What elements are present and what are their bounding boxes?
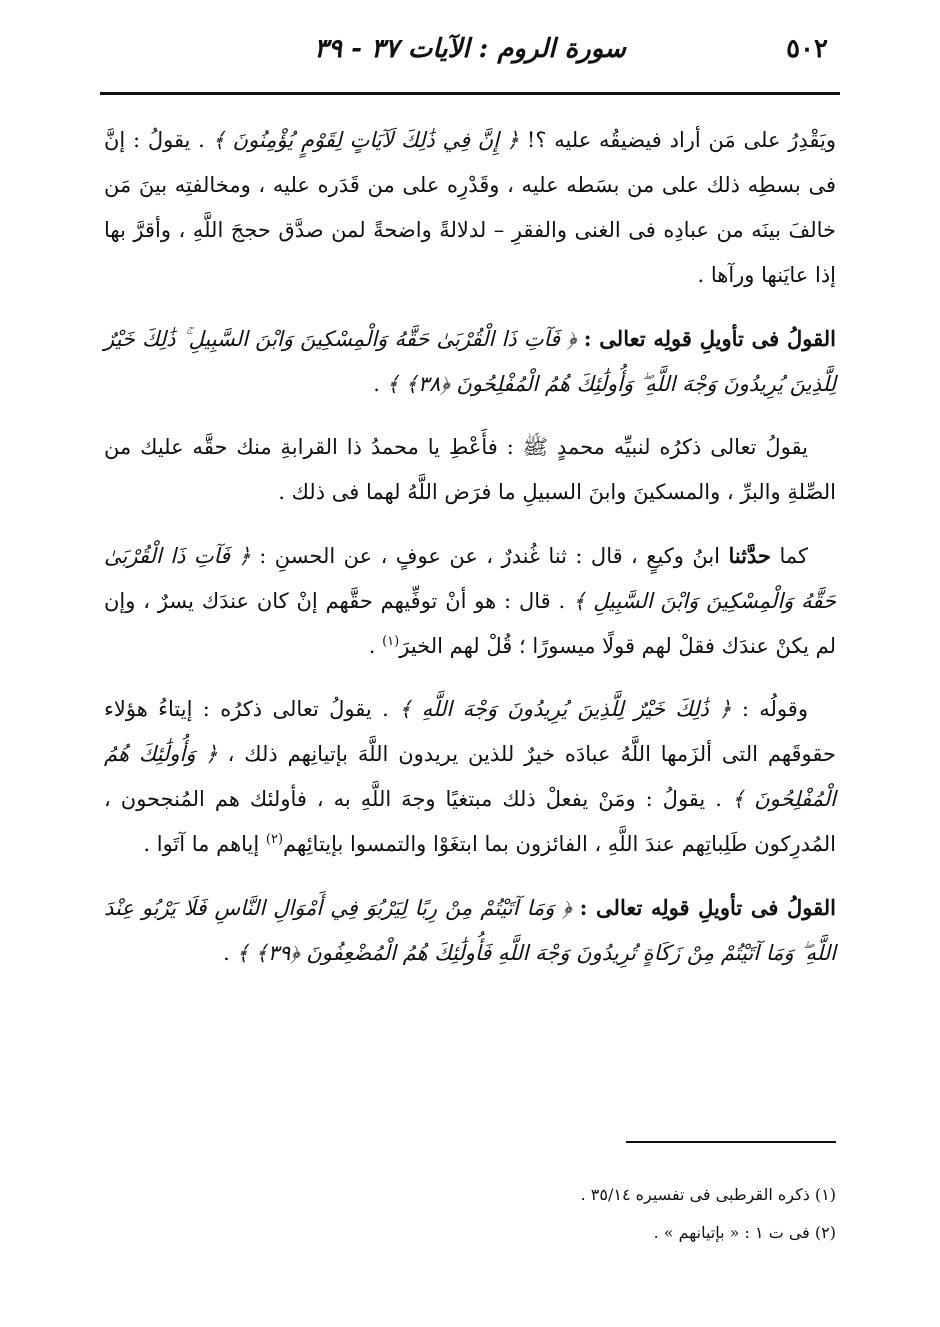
footnote-rule: [626, 1141, 836, 1143]
section-heading: القولُ فى تأويلِ قولِه تعالى :: [583, 326, 836, 351]
header-rule: [100, 92, 840, 95]
quran-verse-38: ﴿ فَآتِ ذَا الْقُرْبَىٰ حَقَّهُ وَالْمِسْكِينَ وَابْنَ السَّبِيلِ ۚ ذَٰلِكَ خَيْرٌ لِلَّذِينَ يُرِيدُونَ وَجْهَ اللَّهِ ۖ وَأُولَٰئِكَ هُمُ الْمُفْلِحُونَ ﴿٣٨﴾ ﴾: [104, 327, 836, 396]
footnote-1: (١) ذكره القرطبى فى تفسيره ٣٥/١٤ .: [580, 1185, 836, 1204]
text: . يقولُ تعالى ذكرُه : إيتاءُ هؤلاء حقوقَهم التى ألزَمها اللَّهُ عبادَه خيرٌ للذين يريدون اللَّهَ بإتيانِهم ذلك ،: [104, 697, 836, 766]
section-heading: القولُ فى تأويلِ قولِه تعالى :: [579, 895, 836, 920]
text: . يقولُ : إنَّ فى بسطِه ذلك على من بسَطه عليه ، وقَدْرِه على من قَدَره عليه ، ومخالفتِه بينَ مَن خالفَ بينَه من عبادِه فى الغنى والفقرِ – لدلالةً واضحةً لمن صدَّق حججَ اللَّهِ ، وأقرَّ بها إذا عايَنها ورآها .: [104, 128, 836, 287]
quran-quote: ﴿ إِنَّ فِي ذَٰلِكَ لَآيَاتٍ لِقَوْمٍ يُؤْمِنُونَ ﴾: [212, 128, 520, 152]
text: .: [223, 941, 237, 965]
page-number: ٥٠٢: [786, 34, 828, 64]
text: ويَقْدِرُ على مَن أراد فيضيقُه عليه ؟!: [519, 128, 836, 152]
text: وقولُه :: [731, 697, 808, 721]
running-title: سورة الروم : الآيات ٣٧ - ٣٩: [314, 34, 626, 64]
paragraph-6: [104, 885, 836, 976]
quran-quote: ﴿ وَأُولَٰئِكَ هُمُ الْمُفْلِحُونَ ﴾: [104, 742, 836, 811]
footnote-ref-2[interactable]: (٢): [265, 832, 284, 847]
isnad-marker: حدَّثنا: [728, 543, 772, 568]
main-text: [104, 118, 836, 976]
text: .: [368, 634, 383, 658]
quran-quote: ﴿ فَآتِ ذَا الْقُرْبَىٰ حَقَّهُ وَالْمِسْكِينَ وَابْنَ السَّبِيلِ ﴾: [104, 544, 836, 613]
paragraph-5: [104, 687, 836, 867]
text: . قال : هو أنْ توفِّيهم حقَّهم إنْ كان عندَك يسرٌ ، وإن لم يكنْ عندَك فقلْ لهم قولًا ميسورًا ؛ قُلْ لهم الخيرَ: [104, 589, 836, 658]
quran-verse-39: ﴿ وَمَا آتَيْتُمْ مِنْ رِبًا لِيَرْبُوَ فِي أَمْوَالِ النَّاسِ فَلَا يَرْبُو عِنْدَ اللَّهِ ۖ وَمَا آتَيْتُمْ مِنْ زَكَاةٍ تُرِيدُونَ وَجْهَ اللَّهِ فَأُولَٰئِكَ هُمُ الْمُضْعِفُونَ ﴿٣٩﴾ ﴾: [104, 896, 836, 965]
text: .: [373, 372, 387, 396]
page-header: [100, 34, 840, 82]
paragraph-2: [104, 316, 836, 407]
text: . يقولُ : ومَنْ يفعلْ ذلك مبتغيًا وجهَ اللَّهِ به ، فأولئك هم المُنجحون ، المُدرِكون طَلِباتِهم عندَ اللَّهِ ، الفائزون بما ابتغَوْا والتمسوا بإيتائِهم: [104, 787, 836, 856]
quran-quote: ﴿ ذَٰلِكَ خَيْرٌ لِلَّذِينَ يُرِيدُونَ وَجْهَ اللَّهِ ﴾: [399, 697, 732, 721]
footnote-2: (٢) فى ت ١ : « بإتيانهم » .: [653, 1223, 836, 1242]
text: يقولُ تعالى ذكرُه لنبيِّه محمدٍ ﷺ : فأَعْطِ يا محمدُ ذا القرابةِ منك حقَّه عليك من الصِّلةِ والبرِّ ، والمسكينَ وابنَ السبيلِ ما فرَض اللَّهُ لهما فى ذلك .: [104, 435, 836, 504]
footnote-ref-1[interactable]: (١): [382, 634, 400, 649]
paragraph-3: [104, 425, 836, 515]
paragraph-1: [104, 118, 836, 298]
text: إياهم ما آتَوا .: [143, 832, 266, 856]
paragraph-4: [104, 533, 836, 669]
text: ابنُ وكيعٍ ، قال : ثنا غُندرٌ ، عن عوفٍ ، عن الحسنِ :: [250, 544, 729, 568]
footnotes: [104, 1176, 836, 1252]
text: كما: [771, 544, 808, 568]
